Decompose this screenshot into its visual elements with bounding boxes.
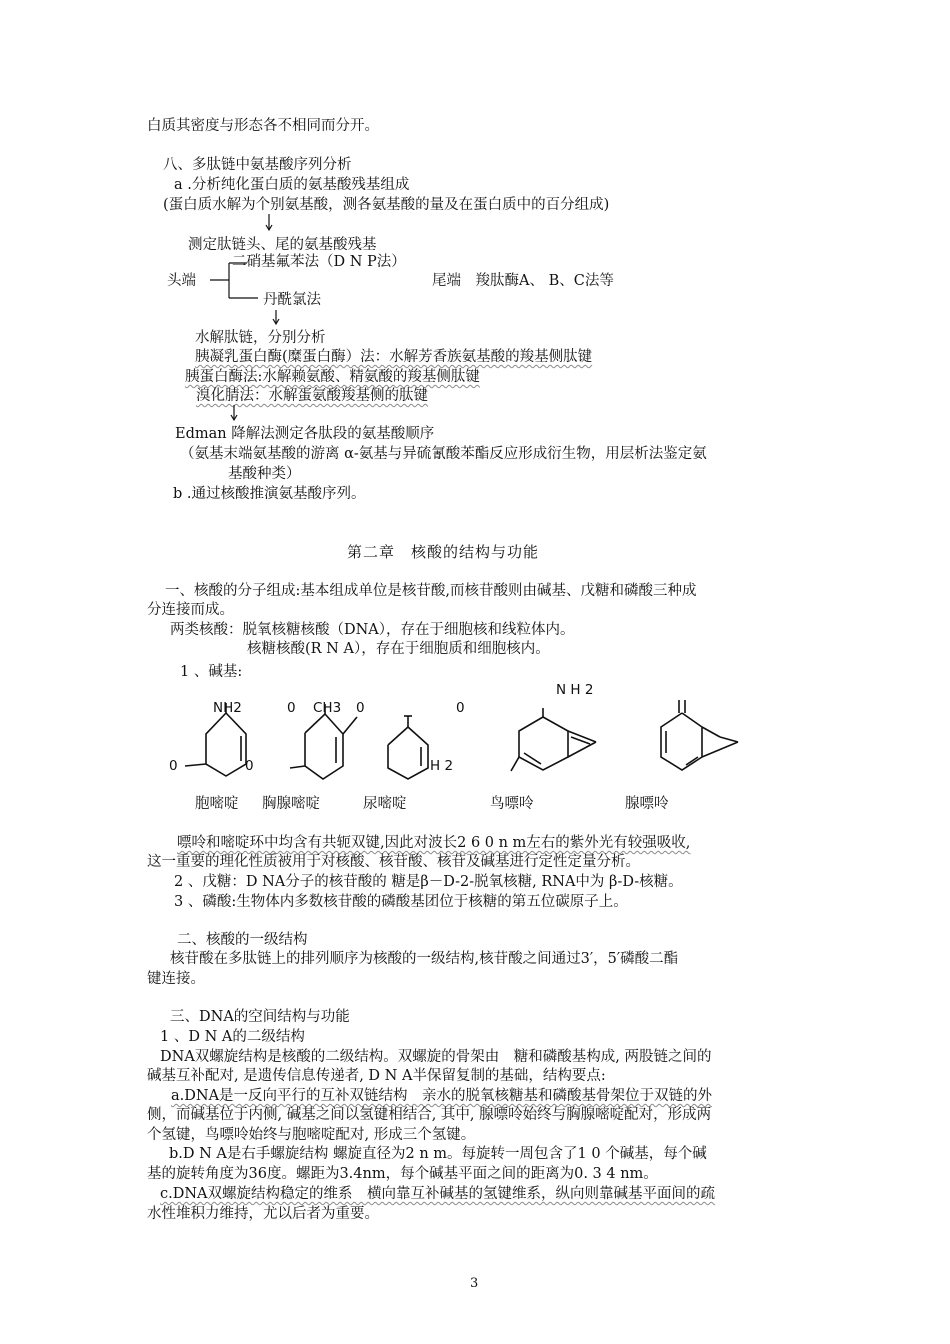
- text-line: DNA双螺旋结构是核酸的二级结构。双螺旋的骨架由 糖和磷酸基构成, 两股链之间的: [160, 1049, 712, 1065]
- text-line: 白质其密度与形态各不相同而分开。: [147, 118, 379, 134]
- base-name: 腺嘌呤: [625, 796, 669, 812]
- text-line: 基酸种类）: [228, 466, 301, 482]
- section-heading: 二、核酸的一级结构: [177, 932, 308, 948]
- text-line: 测定肽链头、尾的氨基酸残基: [188, 237, 377, 253]
- text-line: 两类核酸：脱氧核糖核酸（DNA），存在于细胞核和线粒体内。: [170, 622, 575, 638]
- atom-label: N H 2: [556, 682, 594, 698]
- text-line: 二硝基氟苯法（D N P法）: [232, 254, 406, 270]
- uracil-ring: [388, 727, 428, 779]
- text-line: 核苷酸在多肽链上的排列顺序为核酸的一级结构,核苷酸之间通过3′，5′磷酸二酯: [170, 951, 679, 967]
- text-line: 这一重要的理化性质被用于对核酸、核苷酸、核苷及碱基进行定性定量分析。: [147, 854, 640, 870]
- text-line: b.D N A是右手螺旋结构 螺旋直径为2 n m。每旋转一周包含了1 0 个碱基，每个碱: [169, 1146, 707, 1162]
- section-heading: 八、多肽链中氨基酸序列分析: [163, 157, 352, 173]
- text-line: 1 、碱基:: [180, 664, 243, 680]
- text-line: 2 、戊糖：D NA分子的核苷酸的 糖是β－D-2-脱氧核糖, RNA中为 β-D-核糖。: [174, 874, 683, 890]
- chapter-title: 第二章 核酸的结构与功能: [347, 543, 540, 561]
- text-line: 侧，而碱基位于内侧, 碱基之间以氢键相结合, 其中, 腺嘌呤始终与胸腺嘧啶配对，形成两: [147, 1107, 712, 1123]
- text-line: 尾端 羧肽酶A、 B、C法等: [432, 273, 614, 289]
- text-line: 分连接而成。: [147, 602, 234, 618]
- base-name: 胸腺嘧啶: [262, 796, 320, 812]
- text-line: (蛋白质水解为个别氨基酸，测各氨基酸的量及在蛋白质中的百分组成): [163, 197, 610, 213]
- atom-label: 0: [356, 700, 365, 716]
- atom-label: 0: [169, 758, 178, 774]
- base-name: 尿嘧啶: [363, 796, 407, 812]
- text-line: b .通过核酸推演氨基酸序列。: [173, 486, 366, 502]
- text-line: 1 、D N A的二级结构: [160, 1029, 305, 1045]
- adenine-ring: [661, 713, 702, 770]
- text-line: 基的旋转角度为36度。螺距为3.4nm，每个碱基平面之间的距离为0. 3 4 nm。: [147, 1166, 658, 1182]
- base-name: 胞嘧啶: [195, 796, 239, 812]
- thymine-ring: [305, 714, 343, 779]
- atom-label: 0: [245, 758, 254, 774]
- atom-label: 0: [287, 700, 296, 716]
- text-line: 核糖核酸(R N A），存在于细胞质和细胞核内。: [247, 641, 550, 657]
- section-heading: 三、DNA的空间结构与功能: [170, 1009, 350, 1025]
- text-line: 头端: [167, 273, 196, 289]
- text-line: （氨基末端氨基酸的游离 α-氨基与异硫氰酸苯酯反应形成衍生物，用层析法鉴定氨: [180, 446, 707, 462]
- text-line: 3 、磷酸:生物体内多数核苷酸的磷酸基团位于核糖的第五位碳原子上。: [174, 894, 628, 910]
- text-line: 丹酰氯法: [263, 292, 321, 308]
- text-line: 水性堆积力维持，尤以后者为重要。: [147, 1206, 379, 1222]
- text-line: 胰凝乳蛋白酶(糜蛋白酶）法：水解芳香族氨基酸的羧基侧肽键: [195, 349, 593, 365]
- text-line: a .分析纯化蛋白质的氨基酸残基组成: [174, 177, 410, 193]
- text-line: 嘌呤和嘧啶环中均含有共轭双键,因此对波长2 6 0 n m左右的紫外光有较强吸收,: [177, 835, 691, 851]
- atom-label: CH3: [313, 700, 342, 716]
- text-line: 一、核酸的分子组成:基本组成单位是核苷酸,而核苷酸则由碱基、戊糖和磷酸三种成: [165, 583, 697, 599]
- text-line: 碱基互补配对, 是遗传信息传递者, D N A半保留复制的基础，结构要点:: [147, 1068, 606, 1084]
- text-line: Edman 降解法测定各肽段的氨基酸顺序: [175, 426, 435, 442]
- atom-label: H 2: [430, 758, 454, 774]
- guanine-ring: [519, 717, 568, 770]
- text-line: 溴化腈法：水解蛋氨酸羧基侧的肽键: [196, 388, 428, 404]
- text-line: c.DNA双螺旋结构稳定的维系 横向靠互补碱基的氢键维系，纵向则靠碱基平面间的疏: [160, 1186, 716, 1202]
- page-number: 3: [470, 1276, 479, 1291]
- cytosine-ring: [206, 713, 246, 776]
- text-line: 个氢键，鸟嘌呤始终与胞嘧啶配对, 形成三个氢键。: [147, 1127, 476, 1143]
- base-name: 鸟嘌呤: [490, 796, 534, 812]
- text-line: 胰蛋白酶法:水解赖氨酸、精氨酸的羧基侧肽键: [185, 369, 480, 385]
- text-line: 键连接。: [147, 971, 205, 987]
- text-line: a.DNA是一反向平行的互补双链结构 亲水的脱氧核糖基和磷酸基骨架位于双链的外: [171, 1088, 713, 1104]
- text-line: 水解肽链，分别分析: [195, 330, 326, 346]
- atom-label: 0: [456, 700, 465, 716]
- atom-label: NH2: [213, 700, 242, 716]
